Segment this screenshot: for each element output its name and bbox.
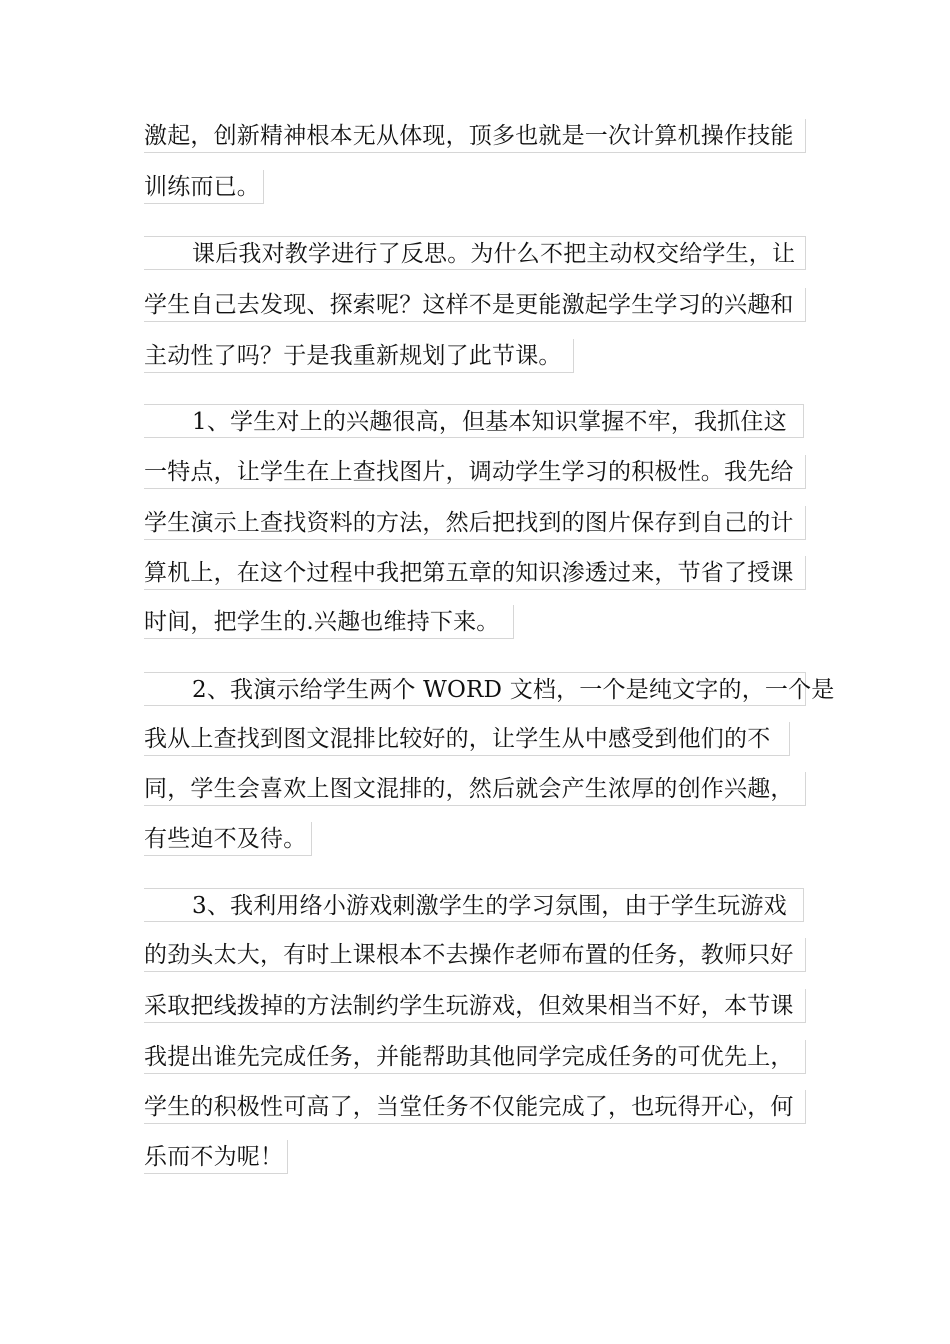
text-line: 学生自己去发现、探索呢？这样不是更能激起学生学习的兴趣和 [144, 288, 806, 322]
text-line: 的劲头太大，有时上课根本不去操作老师布置的任务，教师只好 [144, 938, 806, 972]
paragraph-first-line: 2、我演示给学生两个 WORD 文档，一个是纯文字的，一个是 [144, 672, 806, 706]
paragraph-first-line: 1、学生对上的兴趣很高，但基本知识掌握不牢，我抓住这 [144, 404, 804, 438]
text-line: 采取把线拨掉的方法制约学生玩游戏，但效果相当不好，本节课 [144, 989, 806, 1023]
text-line: 一特点，让学生在上查找图片，调动学生学习的积极性。我先给 [144, 455, 806, 489]
text-line: 我从上查找到图文混排比较好的，让学生从中感受到他们的不 [144, 722, 790, 756]
text-line: 学生演示上查找资料的方法，然后把找到的图片保存到自己的计 [144, 506, 806, 540]
paragraph-first-line: 3、我利用络小游戏刺激学生的学习氛围，由于学生玩游戏 [144, 888, 804, 922]
paragraph-first-line: 课后我对教学进行了反思。为什么不把主动权交给学生，让 [144, 236, 806, 270]
text-line: 有些迫不及待。 [144, 822, 312, 856]
text-line: 学生的积极性可高了，当堂任务不仅能完成了，也玩得开心，何 [144, 1090, 806, 1124]
text-line: 时间，把学生的.兴趣也维持下来。 [144, 605, 514, 639]
text-line: 同，学生会喜欢上图文混排的，然后就会产生浓厚的创作兴趣， [144, 772, 806, 806]
text-line: 训练而已。 [144, 170, 264, 204]
text-line: 乐而不为呢！ [144, 1140, 288, 1174]
text-line: 激起，创新精神根本无从体现，顶多也就是一次计算机操作技能 [144, 119, 806, 153]
text-line: 我提出谁先完成任务，并能帮助其他同学完成任务的可优先上， [144, 1040, 806, 1074]
text-line: 算机上，在这个过程中我把第五章的知识渗透过来，节省了授课 [144, 556, 806, 590]
text-line: 主动性了吗？于是我重新规划了此节课。 [144, 339, 574, 373]
